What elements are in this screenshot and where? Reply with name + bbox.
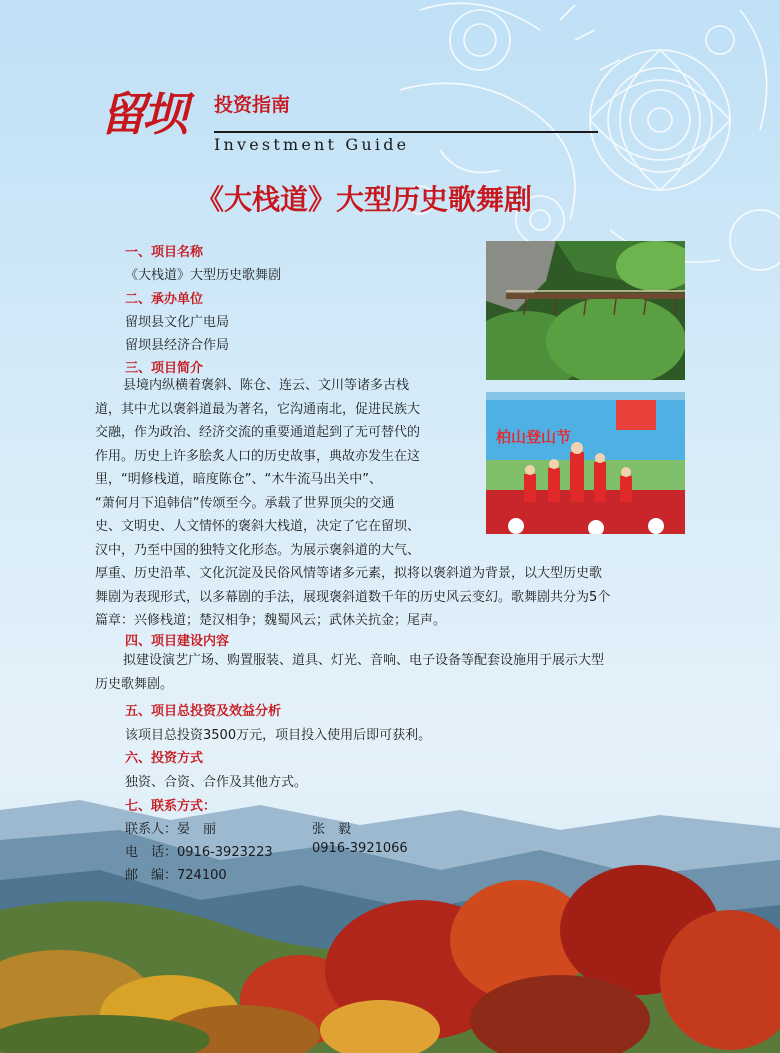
intro-line: 篇章：兴修栈道；楚汉相争；魏蜀风云；武休关抗金；尾声。 (95, 613, 447, 628)
intro-paragraph (95, 374, 610, 633)
intro-line: 县境内纵横着褒斜、陈仓、连云、文川等诸多古栈 (123, 378, 410, 393)
section-heading-organizer: 二、承办单位 (125, 292, 204, 307)
construction-line: 拟建设演艺广场、购置服装、道具、灯光、音响、电子设备等配套设施用于展示大型 (123, 653, 605, 668)
contact-phone-2: 0916-3921066 (312, 841, 408, 856)
section-heading-contact: 七、联系方式： (125, 799, 217, 814)
intro-line: 厚重、历史沿革、文化沉淀及民俗风情等诸多元素，拟将以褒斜道为背景，以大型历史歌 (95, 566, 603, 581)
intro-line: 舞剧为表现形式，以多幕剧的手法，展现褒斜道数千年的历史风云变幻。歌舞剧共分为5个 (95, 589, 611, 605)
autumn-landscape-image (0, 790, 780, 1053)
contact-phone: 电 话：0916-3923223 (125, 845, 273, 860)
page-title: 《大栈道》大型历史歌舞剧 (196, 183, 533, 216)
section-heading-investment-method: 六、投资方式 (125, 751, 204, 766)
intro-line: 交融，作为政治、经济交流的重要通道起到了无可替代的 (95, 425, 421, 440)
logo-chinese: 留坝 (100, 87, 184, 141)
intro-line: 作用。历史上许多脍炙人口的历史故事，典故亦发生在这 (95, 448, 421, 464)
section-heading-intro: 三、项目简介 (125, 361, 204, 376)
investment-method-text: 独资、合资、合作及其他方式。 (125, 775, 308, 790)
investment-guide-logo (100, 72, 520, 172)
logo-english: Investment Guide (214, 135, 410, 154)
intro-line: 史、文明史、人文情怀的褒斜大栈道，决定了它在留坝、 (95, 519, 421, 534)
logo-rule (214, 131, 598, 133)
mountain-cliff-plankway-photo-icon (486, 241, 685, 380)
contact-person-2: 张 毅 (312, 822, 352, 837)
contact-person: 联系人：晏 丽 (125, 822, 217, 837)
logo-subtitle: 投资指南 (214, 94, 291, 116)
section-heading-investment: 五、项目总投资及效益分析 (125, 704, 282, 719)
intro-line: 道，其中尤以褒斜道最为著名，它沟通南北，促进民族大 (95, 401, 421, 417)
intro-line: 汉中，乃至中国的独特文化形态。为展示褒斜道的大气、 (95, 542, 421, 558)
project-name-text: 《大栈道》大型历史歌舞剧 (125, 268, 282, 283)
investment-text: 该项目总投资3500万元，项目投入使用后即可获利。 (125, 728, 432, 743)
construction-line: 历史歌舞剧。 (95, 676, 174, 692)
intro-line: “萧何月下追韩信”传颂至今。承载了世界顶尖的交通 (95, 495, 395, 511)
intro-line: 里，“明修栈道，暗度陈仓”、“木牛流马出关中”、 (95, 472, 382, 487)
organizer-line-1: 留坝县文化广电局 (125, 315, 230, 330)
contact-postal: 邮 编：724100 (125, 868, 227, 883)
banner-text: 柏山登山节 (496, 428, 572, 446)
cliff-plankway-photo (486, 241, 685, 380)
section-heading-construction: 四、项目建设内容 (125, 634, 230, 649)
section-heading-project-name: 一、项目名称 (125, 245, 204, 260)
organizer-line-2: 留坝县经济合作局 (125, 338, 230, 353)
construction-paragraph (95, 649, 604, 696)
